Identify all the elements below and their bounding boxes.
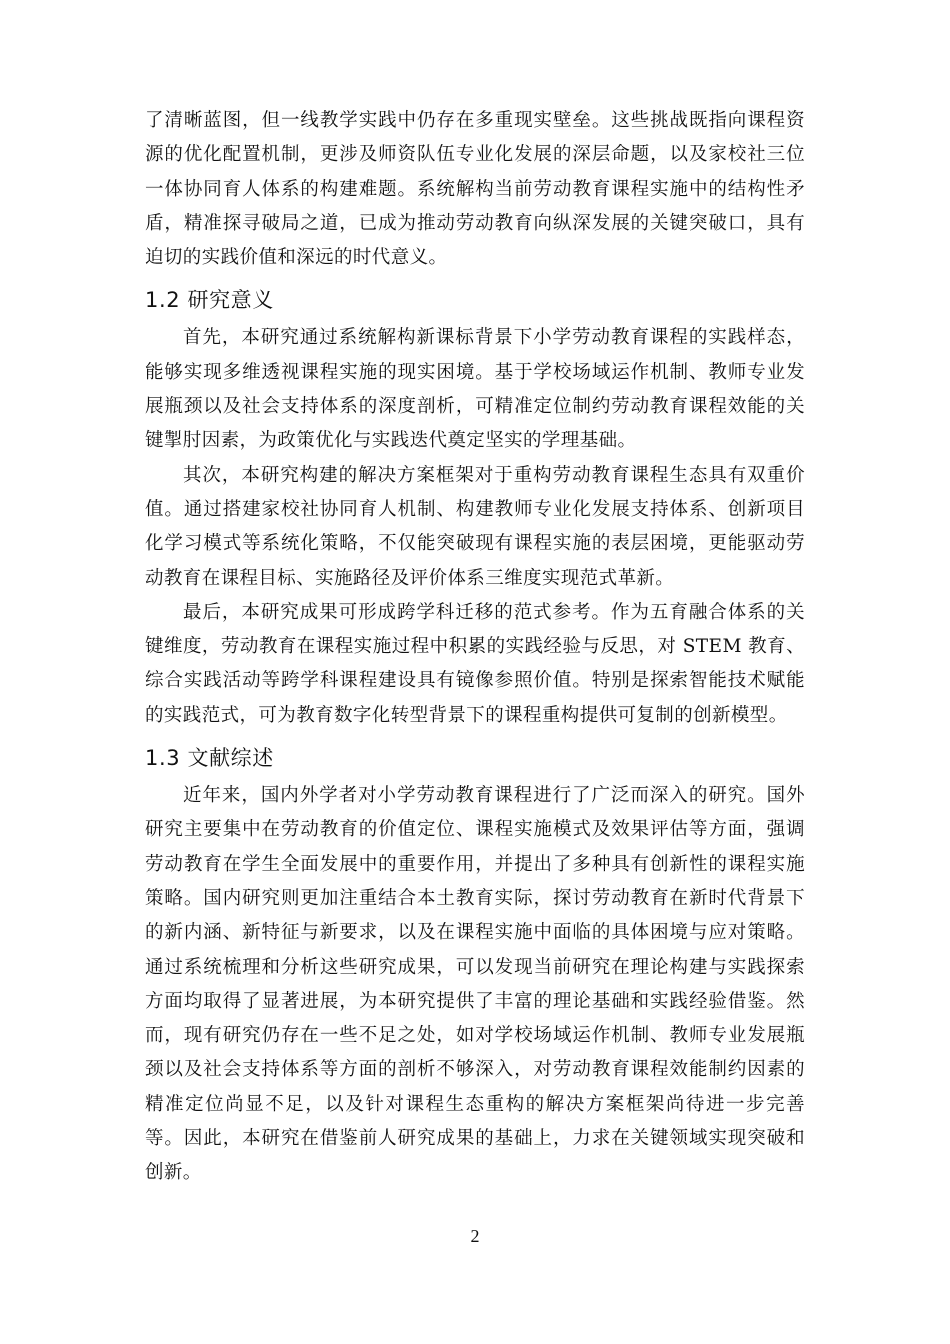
significance-paragraph-2: 其次，本研究构建的解决方案框架对于重构劳动教育课程生态具有双重价值。通过搭建家校社协同育人机制、构建教师专业化发展支持体系、创新项目化学习模式等系统化策略，不仅能突破现有课程实施的表层困境，更能驱动劳动教育在课程目标、实施路径及评价体系三维度实现范式革新。	[145, 464, 805, 589]
document-page	[145, 104, 805, 1191]
literature-review-paragraph: 近年来，国内外学者对小学劳动教育课程进行了广泛而深入的研究。国外研究主要集中在劳动教育的价值定位、课程实施模式及效果评估等方面，强调劳动教育在学生全面发展中的重要作用，并提出了多种具有创新性的课程实施策略。国内研究则更加注重结合本土教育实际，探讨劳动教育在新时代背景下的新内涵、新特征与新要求，以及在课程实施中面临的具体困境与应对策略。通过系统梳理和分析这些研究成果，可以发现当前研究在理论构建与实践探索方面均取得了显著进展，为本研究提供了丰富的理论基础和实践经验借鉴。然而，现有研究仍存在一些不足之处，如对学校场域运作机制、教师专业发展瓶颈以及社会支持体系等方面的剖析不够深入，对劳动教育课程效能制约因素的精准定位尚显不足，以及针对课程生态重构的解决方案框架尚待进一步完善等。因此，本研究在借鉴前人研究成果的基础上，力求在关键领域实现突破和创新。	[145, 785, 805, 1184]
significance-paragraph-3: 最后，本研究成果可形成跨学科迁移的范式参考。作为五育融合体系的关键维度，劳动教育在课程实施过程中积累的实践经验与反思，对 STEM 教育、综合实践活动等跨学科课程建设具有镜像参照价值。特别是探索智能技术赋能的实践范式，可为教育数字化转型背景下的课程重构提供可复制的创新模型。	[145, 601, 805, 726]
section-heading-research-significance: 1.2 研究意义	[145, 288, 274, 313]
page-number: 2	[470, 1226, 480, 1246]
intro-continuation-paragraph: 了清晰蓝图，但一线教学实践中仍存在多重现实壁垒。这些挑战既指向课程资源的优化配置机制，更涉及师资队伍专业化发展的深层命题，以及家校社三位一体协同育人体系的构建难题。系统解构当前劳动教育课程实施中的结构性矛盾，精准探寻破局之道，已成为推动劳动教育向纵深发展的关键突破口，具有迫切的实践价值和深远的时代意义。	[145, 110, 805, 269]
section-heading-literature-review: 1.3 文献综述	[145, 746, 274, 771]
significance-paragraph-1: 首先，本研究通过系统解构新课标背景下小学劳动教育课程的实践样态，能够实现多维透视课程实施的现实困境。基于学校场域运作机制、教师专业发展瓶颈以及社会支持体系的深度剖析，可精准定位制约劳动教育课程效能的关键掣肘因素，为政策优化与实践迭代奠定坚实的学理基础。	[145, 327, 805, 452]
